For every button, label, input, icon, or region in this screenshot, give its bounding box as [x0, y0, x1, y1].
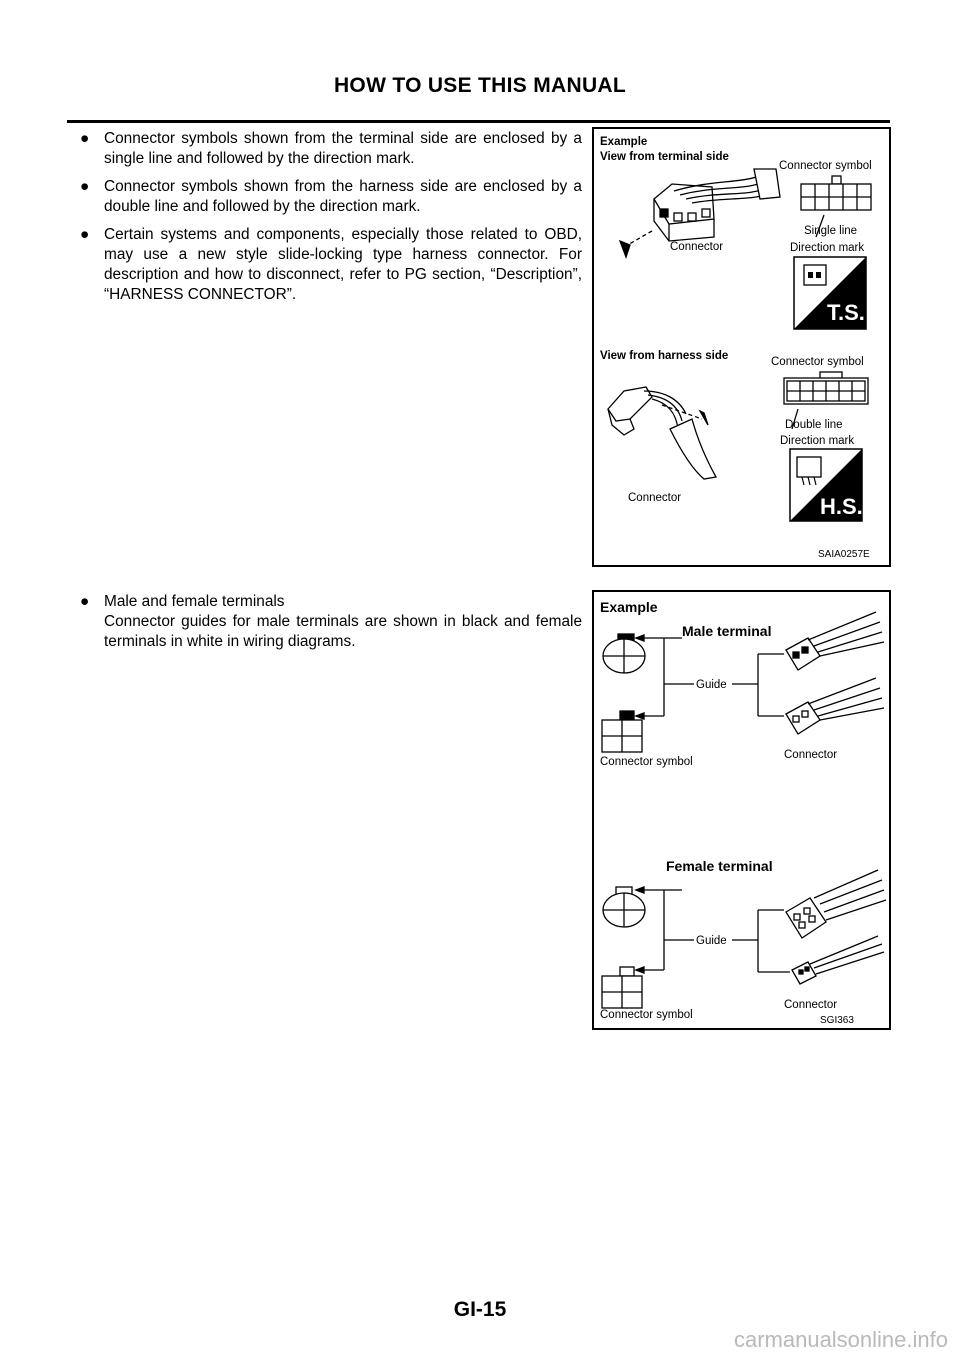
page-number: GI-15 [453, 1298, 507, 1321]
fig2-female-terminal-label: Female terminal [666, 858, 773, 874]
fig2-code: SGI363 [820, 1015, 854, 1026]
fig1-direction-mark-label-1: Direction mark [790, 242, 865, 254]
figure-connector-symbols [592, 127, 891, 567]
fig1-double-line-label: Double line [785, 419, 843, 431]
watermark: carmanualsonline.info [733, 1327, 948, 1352]
harness-side-connector-icon [608, 387, 716, 479]
fig2-connector-label-1: Connector [784, 749, 838, 761]
fig2-connector-symbol-label-2: Connector symbol [600, 1009, 693, 1021]
fig1-example-label: Example [600, 136, 648, 148]
fig1-connector-symbol-label-1: Connector symbol [779, 160, 872, 172]
female-connector-icon [786, 870, 886, 984]
bullet-icon: ● [80, 593, 90, 610]
fig2-connector-symbol-label-1: Connector symbol [600, 756, 693, 768]
female-circle-symbol-icon [603, 887, 682, 927]
female-guide-lines [664, 890, 790, 972]
bullet-item: ● Certain systems and components, especially those related to OBD, may use a new style slide-locking type harness connector. For description and how to disconnect, refer to PG section, “Description”, “HARNESS CONNECTOR”. [80, 226, 582, 303]
bullet-item: ● Connector symbols shown from the harness side are enclosed by a double line and followed by the direction mark. [80, 178, 582, 215]
fig1-connector-label-2: Connector [628, 492, 682, 504]
fig1-ts-label: T.S. [827, 300, 865, 325]
fig1-connector-symbol-label-2: Connector symbol [771, 356, 864, 368]
fig1-hs-label: H.S. [820, 494, 863, 519]
bullet-item: ● Connector symbols shown from the terminal side are enclosed by a single line and followed by the direction mark. [80, 130, 582, 167]
terminals-illustration [594, 592, 889, 1028]
male-connector-icon [786, 612, 884, 734]
male-circle-symbol-icon [603, 634, 682, 673]
fig1-connector-label-1: Connector [670, 241, 724, 253]
fig2-guide-label-1: Guide [696, 679, 727, 691]
section-1-text [76, 129, 582, 313]
bullet-icon: ● [80, 226, 90, 243]
fig1-code: SAIA0257E [818, 549, 870, 560]
fig2-male-terminal-label: Male terminal [682, 623, 772, 639]
section-2-text [76, 592, 582, 660]
fig1-direction-mark-label-2: Direction mark [780, 435, 855, 447]
fig1-view-harness-label: View from harness side [600, 350, 729, 362]
male-square-symbol-icon [602, 711, 664, 752]
bullet-item: ● Male and female terminals Connector guides for male terminals are shown in black and female terminals in white in wiring diagrams. [80, 593, 582, 650]
bullet-icon: ● [80, 130, 90, 147]
fig2-guide-label-2: Guide [696, 935, 727, 947]
fig2-example-label: Example [600, 599, 658, 615]
header-rule [67, 120, 890, 123]
page-title: HOW TO USE THIS MANUAL [333, 74, 627, 97]
connector-symbols-illustration [594, 129, 889, 565]
male-guide-lines [664, 638, 784, 716]
fig1-view-terminal-label: View from terminal side [600, 151, 729, 163]
fig2-connector-label-2: Connector [784, 999, 838, 1011]
bullet-icon: ● [80, 178, 90, 195]
fig1-single-line-label: Single line [804, 225, 858, 237]
figure-male-female-terminals [592, 590, 891, 1030]
female-square-symbol-icon [602, 967, 664, 1008]
